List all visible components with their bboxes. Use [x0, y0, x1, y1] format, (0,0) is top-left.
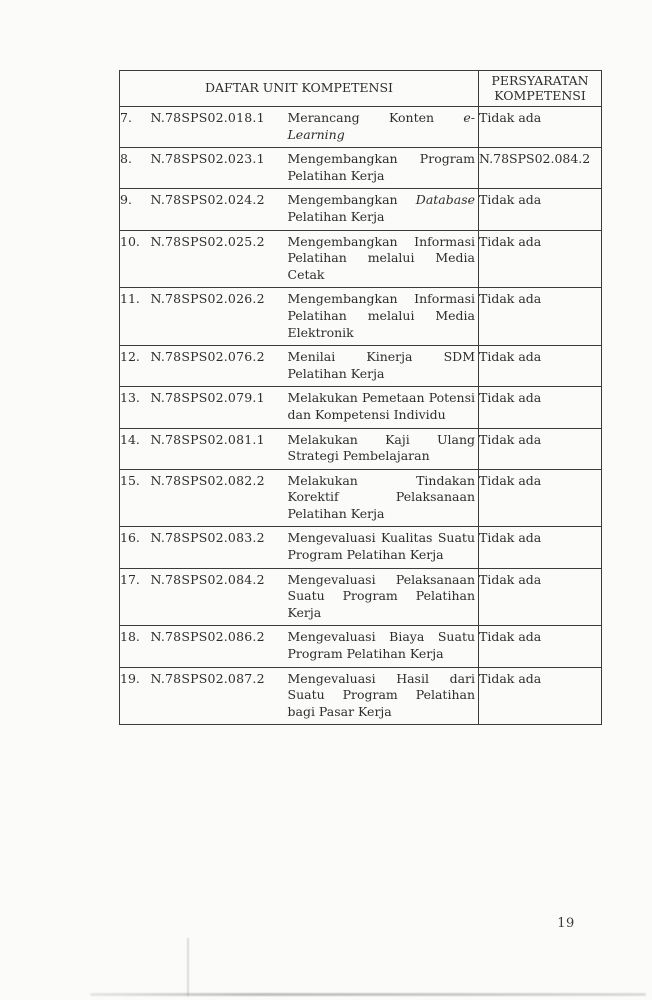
- unit-code: N.78SPS02.025.2: [151, 230, 288, 288]
- table-row: [120, 346, 602, 387]
- prerequisite-value: Tidak ada: [479, 527, 602, 568]
- table-row: [120, 230, 602, 288]
- table-row: [120, 667, 602, 725]
- table-row: [120, 288, 602, 346]
- row-number: 12.: [120, 346, 151, 387]
- unit-description: Melakukan Tindakan Korektif Pelaksanaan Pelatihan Kerja: [288, 469, 479, 527]
- unit-description: Melakukan Pemetaan Potensi dan Kompetensi Individu: [288, 387, 479, 428]
- table-row: [120, 148, 602, 189]
- prerequisite-value: Tidak ada: [479, 346, 602, 387]
- table-row: [120, 469, 602, 527]
- row-number: 17.: [120, 568, 151, 626]
- unit-code: N.78SPS02.083.2: [151, 527, 288, 568]
- table-row: [120, 387, 602, 428]
- unit-description: Mengembangkan Informasi Pelatihan melalui Media Elektronik: [288, 288, 479, 346]
- prerequisite-value: Tidak ada: [479, 189, 602, 230]
- table-row: [120, 107, 602, 148]
- prerequisite-value: Tidak ada: [479, 626, 602, 667]
- row-number: 7.: [120, 107, 151, 148]
- table-row: [120, 189, 602, 230]
- prerequisite-value: Tidak ada: [479, 230, 602, 288]
- table-header-row: [120, 71, 602, 107]
- unit-code: N.78SPS02.018.1: [151, 107, 288, 148]
- unit-description: Mengembangkan Database Pelatihan Kerja: [288, 189, 479, 230]
- column-header-persyaratan-kompetensi: PERSYARATAN KOMPETENSI: [479, 71, 602, 107]
- table-row: [120, 428, 602, 469]
- prerequisite-value: Tidak ada: [479, 568, 602, 626]
- unit-description: Mengembangkan Program Pelatihan Kerja: [288, 148, 479, 189]
- table-row: [120, 527, 602, 568]
- unit-description: Mengembangkan Informasi Pelatihan melalui Media Cetak: [288, 230, 479, 288]
- scan-artifact-vertical-line: [187, 938, 189, 996]
- unit-code: N.78SPS02.024.2: [151, 189, 288, 230]
- table-row: [120, 626, 602, 667]
- prerequisite-value: Tidak ada: [479, 469, 602, 527]
- unit-code: N.78SPS02.079.1: [151, 387, 288, 428]
- prerequisite-value: N.78SPS02.084.2: [479, 148, 602, 189]
- unit-code: N.78SPS02.081.1: [151, 428, 288, 469]
- unit-code: N.78SPS02.076.2: [151, 346, 288, 387]
- table-body: [120, 107, 602, 725]
- unit-description: Mengevaluasi Biaya Suatu Program Pelatihan Kerja: [288, 626, 479, 667]
- row-number: 9.: [120, 189, 151, 230]
- unit-code: N.78SPS02.086.2: [151, 626, 288, 667]
- unit-code: N.78SPS02.084.2: [151, 568, 288, 626]
- unit-description: Mengevaluasi Kualitas Suatu Program Pelatihan Kerja: [288, 527, 479, 568]
- row-number: 11.: [120, 288, 151, 346]
- unit-description: Mengevaluasi Hasil dari Suatu Program Pelatihan bagi Pasar Kerja: [288, 667, 479, 725]
- unit-code: N.78SPS02.023.1: [151, 148, 288, 189]
- column-header-daftar-unit-kompetensi: DAFTAR UNIT KOMPETENSI: [205, 80, 393, 96]
- competency-table: [119, 70, 602, 725]
- page-number: 19: [557, 916, 575, 931]
- unit-description: Mengevaluasi Pelaksanaan Suatu Program Pelatihan Kerja: [288, 568, 479, 626]
- row-number: 13.: [120, 387, 151, 428]
- unit-description: Melakukan Kaji Ulang Strategi Pembelajaran: [288, 428, 479, 469]
- prerequisite-value: Tidak ada: [479, 288, 602, 346]
- scan-artifact-bottom-smudge: [90, 993, 646, 996]
- prerequisite-value: Tidak ada: [479, 387, 602, 428]
- table-row: [120, 568, 602, 626]
- prerequisite-value: Tidak ada: [479, 667, 602, 725]
- row-number: 10.: [120, 230, 151, 288]
- prerequisite-value: Tidak ada: [479, 107, 602, 148]
- row-number: 19.: [120, 667, 151, 725]
- unit-code: N.78SPS02.087.2: [151, 667, 288, 725]
- row-number: 8.: [120, 148, 151, 189]
- unit-code: N.78SPS02.026.2: [151, 288, 288, 346]
- unit-description: Menilai Kinerja SDM Pelatihan Kerja: [288, 346, 479, 387]
- unit-code: N.78SPS02.082.2: [151, 469, 288, 527]
- prerequisite-value: Tidak ada: [479, 428, 602, 469]
- row-number: 15.: [120, 469, 151, 527]
- row-number: 14.: [120, 428, 151, 469]
- row-number: 16.: [120, 527, 151, 568]
- unit-description: Merancang Konten e-Learning: [288, 107, 479, 148]
- row-number: 18.: [120, 626, 151, 667]
